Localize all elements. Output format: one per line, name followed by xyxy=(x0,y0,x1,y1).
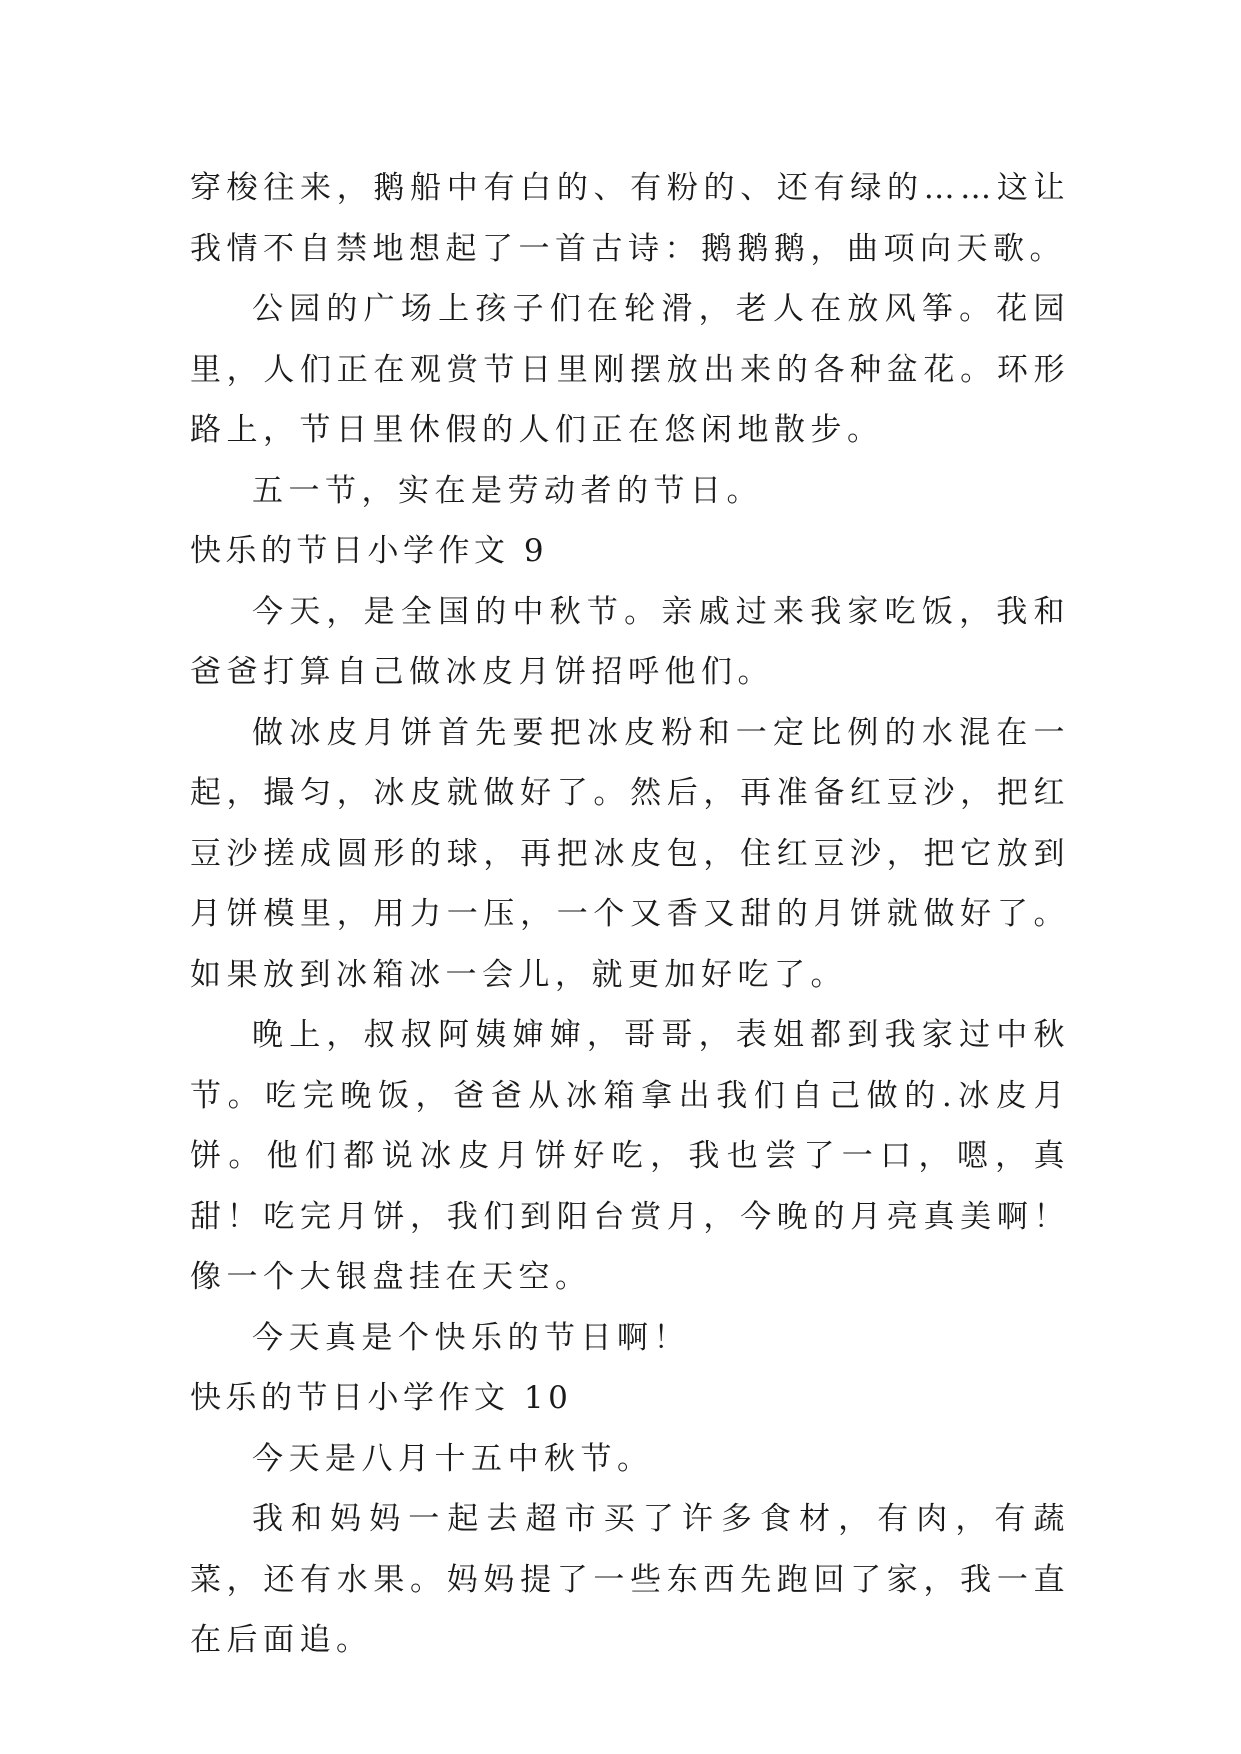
essay-title-9: 快乐的节日小学作文 9 xyxy=(190,533,549,569)
paragraph-park-square: 公园的广场上孩子们在轮滑，老人在放风筝。花园里，人们正在观赏节日里刚摆放出来的各种盆花。环形路上，节日里休假的人们正在悠闲地散步。 xyxy=(190,291,1070,448)
paragraph-date: 今天是八月十五中秋节。 xyxy=(252,1440,654,1477)
document-page xyxy=(190,158,1070,1671)
paragraph-supermarket: 我和妈妈一起去超市买了许多食材，有肉，有蔬菜，还有水果。妈妈提了一些东西先跑回了家，我一直在后面追。 xyxy=(190,1501,1070,1658)
essay-title-10: 快乐的节日小学作文 10 xyxy=(190,1380,573,1416)
paragraph-may-day: 五一节，实在是劳动者的节日。 xyxy=(252,472,763,509)
paragraph-goose-boats: 穿梭往来，鹅船中有白的、有粉的、还有绿的……这让我情不自禁地想起了一首古诗：鹅鹅鹅，曲项向天歌。 xyxy=(190,170,1070,267)
paragraph-mid-autumn-intro: 今天，是全国的中秋节。亲戚过来我家吃饭，我和爸爸打算自己做冰皮月饼招呼他们。 xyxy=(190,593,1070,690)
paragraph-evening: 晚上，叔叔阿姨婶婶，哥哥，表姐都到我家过中秋节。吃完晚饭，爸爸从冰箱拿出我们自己做的.冰皮月饼。他们都说冰皮月饼好吃，我也尝了一口，嗯，真甜！吃完月饼，我们到阳台赏月，今晚的月亮真美啊！像一个大银盘挂在天空。 xyxy=(190,1017,1070,1295)
paragraph-happy-festival: 今天真是个快乐的节日啊！ xyxy=(252,1319,690,1356)
paragraph-making-mooncakes: 做冰皮月饼首先要把冰皮粉和一定比例的水混在一起，撮匀，冰皮就做好了。然后，再准备红豆沙，把红豆沙搓成圆形的球，再把冰皮包，住红豆沙，把它放到月饼模里，用力一压，一个又香又甜的月饼就做好了。如果放到冰箱冰一会儿，就更加好吃了。 xyxy=(190,714,1070,993)
